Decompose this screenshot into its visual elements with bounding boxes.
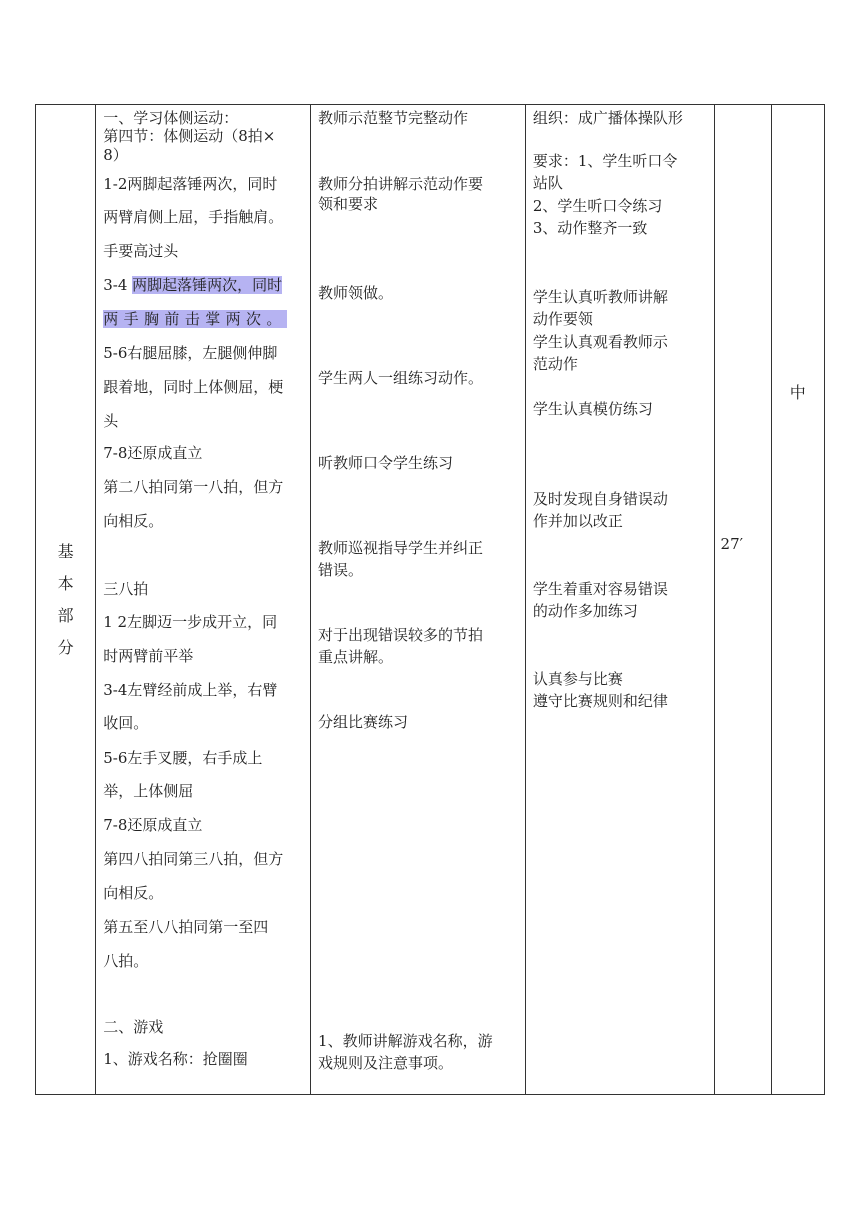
student-line: 要求：1、学生听口令	[532, 152, 678, 170]
content-prefix: 3-4	[103, 276, 133, 294]
intensity-cell	[771, 105, 824, 1095]
section-char: 分	[57, 637, 74, 657]
content-line: 1、游戏名称：抢圈圈	[103, 1050, 248, 1068]
teacher-line: 教师领做。	[318, 284, 394, 302]
content-line: 头	[103, 412, 119, 430]
content-line: 跟着地，同时上体侧屈，梗	[103, 378, 284, 396]
teacher-line: 戏规则及注意事项。	[318, 1054, 454, 1072]
teacher-line: 教师示范整节完整动作	[318, 109, 469, 127]
content-line: 一、学习体侧运动：	[103, 109, 239, 127]
content-line: 5-6右腿屈膝，左腿侧伸脚	[103, 344, 278, 362]
time-value: 27′	[720, 535, 744, 553]
content-line: 第四节：体侧运动（8拍×	[103, 127, 276, 145]
student-line: 及时发现自身错误动	[532, 490, 668, 508]
student-line: 作并加以改正	[532, 512, 623, 530]
teacher-line: 听教师口令学生练习	[318, 454, 454, 472]
student-line: 组织：成广播体操队形	[532, 109, 683, 127]
section-label-cell	[36, 105, 96, 1095]
teacher-line: 对于出现错误较多的节拍	[318, 626, 484, 644]
content-line: 3-4左臂经前成上举，右臂	[103, 681, 278, 699]
teacher-line: 错误。	[318, 561, 364, 579]
student-line: 动作要领	[532, 310, 593, 328]
content-line: 三八拍	[103, 580, 149, 598]
student-line: 3、动作整齐一致	[532, 219, 648, 237]
content-line: 八拍。	[103, 952, 149, 970]
section-char: 本	[57, 573, 74, 593]
content-line: 向相反。	[103, 512, 164, 530]
table-row	[36, 105, 825, 1095]
teacher-line: 1、教师讲解游戏名称，游	[318, 1032, 493, 1050]
section-char: 基	[57, 541, 74, 561]
content-line: 第五至八八拍同第一至四	[103, 918, 269, 936]
student-line: 学生着重对容易错误	[532, 580, 668, 598]
lesson-plan-table	[35, 104, 825, 1095]
highlighted-text: 两脚起落锤两次，同时	[132, 276, 283, 294]
content-line: 向相反。	[103, 884, 164, 902]
student-line: 遵守比赛规则和纪律	[532, 692, 668, 710]
student-line: 学生认真模仿练习	[532, 400, 653, 418]
teacher-line: 学生两人一组练习动作。	[318, 369, 484, 387]
teacher-line: 教师分拍讲解示范动作要	[318, 175, 484, 193]
content-line: 收回。	[103, 714, 149, 732]
teacher-line: 教师巡视指导学生并纠正	[318, 539, 484, 557]
teacher-activity-cell	[311, 105, 526, 1095]
content-line: 手要高过头	[103, 242, 179, 260]
content-line: 举，上体侧屈	[103, 782, 194, 800]
teacher-line: 重点讲解。	[318, 648, 394, 666]
content-line: 7-8还原成直立	[103, 444, 203, 462]
student-line: 学生认真听教师讲解	[532, 288, 668, 306]
content-line: 二、游戏	[103, 1018, 164, 1036]
content-line: 1 2左脚迈一步成开立，同	[103, 613, 278, 631]
content-line: 两臂肩侧上屈，手指触肩。	[103, 208, 284, 226]
content-line: 1-2两脚起落锤两次，同时	[103, 175, 278, 193]
content-cell	[96, 105, 311, 1095]
teacher-line: 分组比赛练习	[318, 713, 409, 731]
section-char: 部	[57, 605, 74, 625]
content-line: 时两臂前平举	[103, 647, 194, 665]
time-cell	[714, 105, 771, 1095]
content-line: 第四八拍同第三八拍，但方	[103, 850, 284, 868]
content-line	[103, 310, 293, 328]
content-line: 第二八拍同第一八拍，但方	[103, 478, 284, 496]
content-line: 7-8还原成直立	[103, 816, 203, 834]
student-line: 的动作多加练习	[532, 602, 638, 620]
content-line	[103, 276, 304, 294]
highlighted-text: 两手胸前击掌两次。	[103, 310, 287, 328]
teacher-line: 领和要求	[318, 195, 379, 213]
intensity-value: 中	[789, 383, 806, 402]
content-line: 5-6左手叉腰，右手成上	[103, 749, 263, 767]
student-line: 站队	[532, 174, 563, 192]
student-activity-cell	[525, 105, 714, 1095]
student-line: 认真参与比赛	[532, 670, 623, 688]
student-line: 2、学生听口令练习	[532, 197, 663, 215]
student-line: 学生认真观看教师示	[532, 333, 668, 351]
content-line: 8）	[103, 146, 128, 164]
student-line: 范动作	[532, 355, 578, 373]
